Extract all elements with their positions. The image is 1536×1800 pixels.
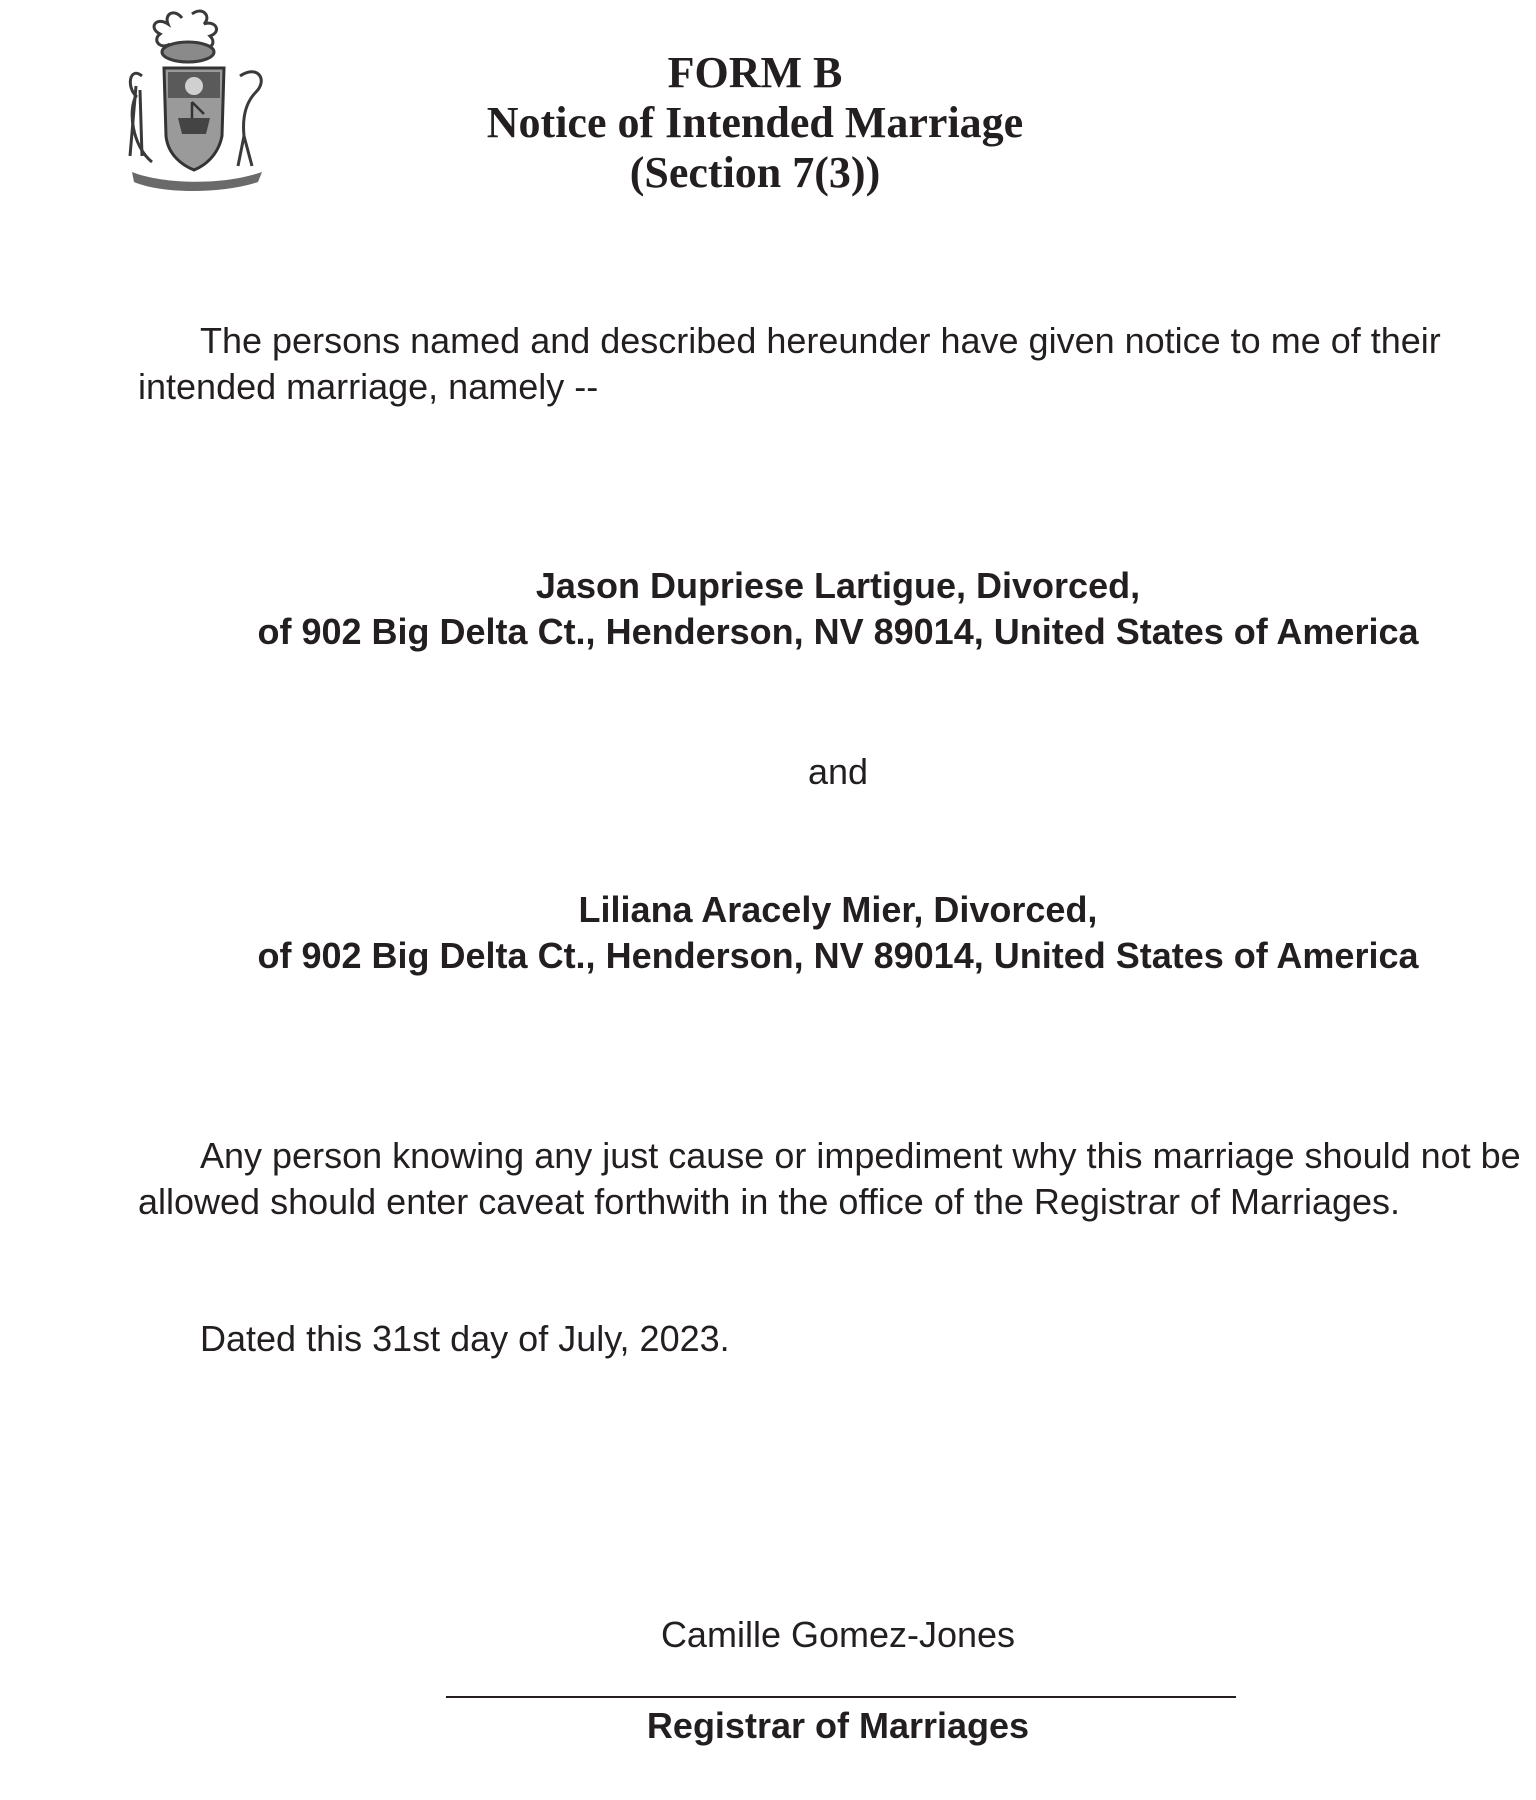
form-label: FORM B — [667, 48, 843, 97]
page-title: Notice of Intended Marriage — [486, 98, 1024, 147]
caveat-paragraph: Any person knowing any just cause or impediment why this marriage should not be allowed should enter caveat forthwith in the office of the Registrar of Marriages. — [138, 1135, 1521, 1222]
signatory-title: Registrar of Marriages — [646, 1705, 1030, 1746]
party-address-line: of 902 Big Delta Ct., Henderson, NV 89014, United States of America — [257, 611, 1419, 652]
party-name-line: Jason Dupriese Lartigue, Divorced, — [535, 565, 1141, 606]
party-address-line: of 902 Big Delta Ct., Henderson, NV 89014, United States of America — [257, 935, 1419, 976]
party-first — [0, 563, 1536, 655]
party-second — [0, 887, 1536, 979]
intro-paragraph: The persons named and described hereunder have given notice to me of their intended marriage, namely -- — [138, 320, 1441, 407]
conjunction-text: and — [807, 751, 869, 792]
section-reference: (Section 7(3)) — [629, 148, 881, 197]
party-name-line: Liliana Aracely Mier, Divorced, — [578, 889, 1098, 930]
form-header — [0, 48, 1510, 198]
dated-line: Dated this 31st day of July, 2023. — [200, 1318, 730, 1359]
signatory-name: Camille Gomez-Jones — [660, 1614, 1016, 1655]
signature-line — [446, 1696, 1236, 1698]
